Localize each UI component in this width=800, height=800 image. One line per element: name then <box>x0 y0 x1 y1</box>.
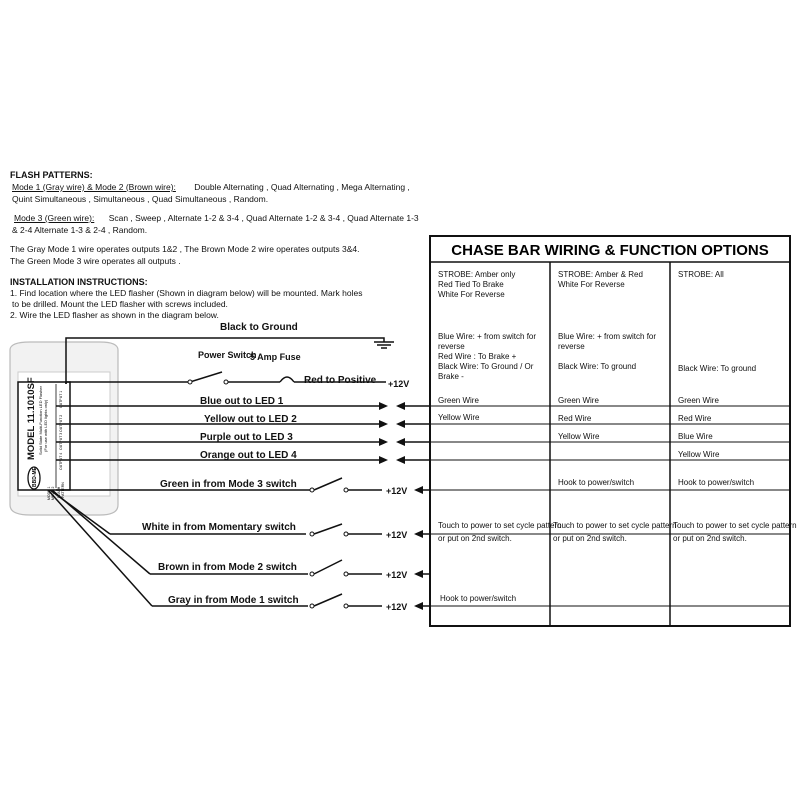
yellow-wire-label: Yellow out to LED 2 <box>204 414 297 425</box>
col1-cycle-1: Touch to power to set cycle pattern <box>438 521 562 530</box>
blue-wire-label: Blue out to LED 1 <box>200 396 284 407</box>
mode12-label: Mode 1 (Gray wire) & Mode 2 (Brown wire): <box>12 182 176 192</box>
col2-cycle-1: Touch to power to set cycle pattern <box>553 521 677 530</box>
power-switch-label: Power Switch <box>198 350 257 360</box>
white-wire-label: White in from Momentary switch <box>142 522 296 533</box>
device-subtitle-1: Solid State Multi-Function LED Flasher <box>38 386 43 455</box>
purple-wire-label: Purple out to LED 3 <box>200 432 293 443</box>
col1-black-2: Brake - <box>438 372 464 381</box>
switch-contacts <box>310 488 348 608</box>
col2-blue-1: Blue Wire: + from switch for <box>558 332 657 341</box>
install-step1-line2: to be drilled. Mount the LED flasher with screws included. <box>12 299 228 309</box>
col3-strobe: STROBE: All <box>678 270 724 279</box>
pin-label-output-3: OUTPUT 3 <box>59 432 63 450</box>
options-table-title: CHASE BAR WIRING & FUNCTION OPTIONS <box>451 242 769 259</box>
col1-hook: Hook to power/switch <box>440 594 517 603</box>
pin-label-output-4: OUTPUT 4 <box>59 452 63 470</box>
col2-row-yellow: Yellow Wire <box>558 432 600 441</box>
green-12v-label: +12V <box>386 486 408 496</box>
power-12v-label: +12V <box>388 379 410 389</box>
col1-strobe-2: Red Tied To Brake <box>438 280 504 289</box>
col2-row-red: Red Wire <box>558 414 592 423</box>
col3-black: Black Wire: To ground <box>678 364 757 373</box>
brown-12v-label: +12V <box>386 570 408 580</box>
col3-cycle-1: Touch to power to set cycle pattern <box>673 521 797 530</box>
col2-cycle-2: or put on 2nd switch. <box>553 534 627 543</box>
col1-row-yellow: Yellow Wire <box>438 413 480 422</box>
col1-cycle-2: or put on 2nd switch. <box>438 534 512 543</box>
pin-label-output-2: OUTPUT 2 <box>59 414 63 432</box>
mode12-patterns-cont: Quint Simultaneous , Simultaneous , Quad Simultaneous , Random. <box>12 194 269 204</box>
brown-wire-label: Brown in from Mode 2 switch <box>158 562 297 573</box>
orange-wire-label: Orange out to LED 4 <box>200 450 297 461</box>
col2-strobe-2: White For Reverse <box>558 280 625 289</box>
col2-hook: Hook to power/switch <box>558 478 635 487</box>
red-positive-label: Red to Positive <box>304 375 377 386</box>
col3-row-blue: Blue Wire <box>678 432 713 441</box>
col2-strobe-1: STROBE: Amber & Red <box>558 270 643 279</box>
power-switch-contact <box>188 380 192 384</box>
mode3-label: Mode 3 (Green wire): <box>14 213 95 223</box>
flash-patterns-heading: FLASH PATTERNS: <box>10 170 93 180</box>
brand-logo <box>28 466 40 489</box>
col3-hook: Hook to power/switch <box>678 478 755 487</box>
col1-red: Red Wire : To Brake + <box>438 352 517 361</box>
col2-black: Black Wire: To ground <box>558 362 637 371</box>
brand-logo-text: BBD-ME <box>32 467 38 487</box>
col3-row-red: Red Wire <box>678 414 712 423</box>
col1-black-1: Black Wire: To Ground / Or <box>438 362 534 371</box>
pin-label-pattern: PATTERN <box>61 482 65 498</box>
col1-strobe-1: STROBE: Amber only <box>438 270 516 279</box>
col1-strobe-3: White For Reverse <box>438 290 505 299</box>
outputs-note-1: The Gray Mode 1 wire operates outputs 1&2 , The Brown Mode 2 wire operates outputs 3&4. <box>10 244 360 254</box>
gray-12v-label: +12V <box>386 602 408 612</box>
col1-blue-2: reverse <box>438 342 465 351</box>
col2-row-green: Green Wire <box>558 396 599 405</box>
green-wire-label: Green in from Mode 3 switch <box>160 479 297 490</box>
install-step2: 2. Wire the LED flasher as shown in the diagram below. <box>10 310 219 320</box>
pin-label-output-1: OUTPUT 1 <box>59 390 63 408</box>
gray-wire-label: Gray in from Mode 1 switch <box>168 595 299 606</box>
ground-wire-label: Black to Ground <box>220 322 298 333</box>
col3-row-green: Green Wire <box>678 396 719 405</box>
outputs-note-2: The Green Mode 3 wire operates all outputs . <box>10 256 181 266</box>
device-subtitle-2: (For use with LED lights only) <box>43 399 48 452</box>
fuse-label: 5 Amp Fuse <box>250 352 301 362</box>
col1-row-green: Green Wire <box>438 396 479 405</box>
col3-row-yellow: Yellow Wire <box>678 450 720 459</box>
mode3-patterns-cont: & 2-4 Alternate 1-3 & 2-4 , Random. <box>12 225 148 235</box>
col2-blue-2: reverse <box>558 342 585 351</box>
col3-cycle-2: or put on 2nd switch. <box>673 534 747 543</box>
white-12v-label: +12V <box>386 530 408 540</box>
mode3-patterns: Scan , Sweep , Alternate 1-2 & 3-4 , Quad Alternate 1-2 & 3-4 , Quad Alternate 1-3 <box>108 213 419 223</box>
install-step1-line1: 1. Find location where the LED flasher (Shown in diagram below) will be mounted. Mark holes <box>10 288 363 298</box>
pin-label-mode-2: MODE 2 <box>51 486 55 500</box>
installation-heading: INSTALLATION INSTRUCTIONS: <box>10 277 148 287</box>
pin-label-flash: FLASH <box>57 486 61 498</box>
pin-label-mode-1: MODE 1 <box>47 486 51 500</box>
col1-blue-1: Blue Wire: + from switch for <box>438 332 537 341</box>
device-model-label: MODEL 11.1010SF <box>26 377 37 460</box>
output-arrowheads <box>379 402 388 464</box>
power-switch-contact <box>224 380 228 384</box>
mode12-patterns: Double Alternating , Quad Alternating , Mega Alternating , <box>194 182 410 192</box>
